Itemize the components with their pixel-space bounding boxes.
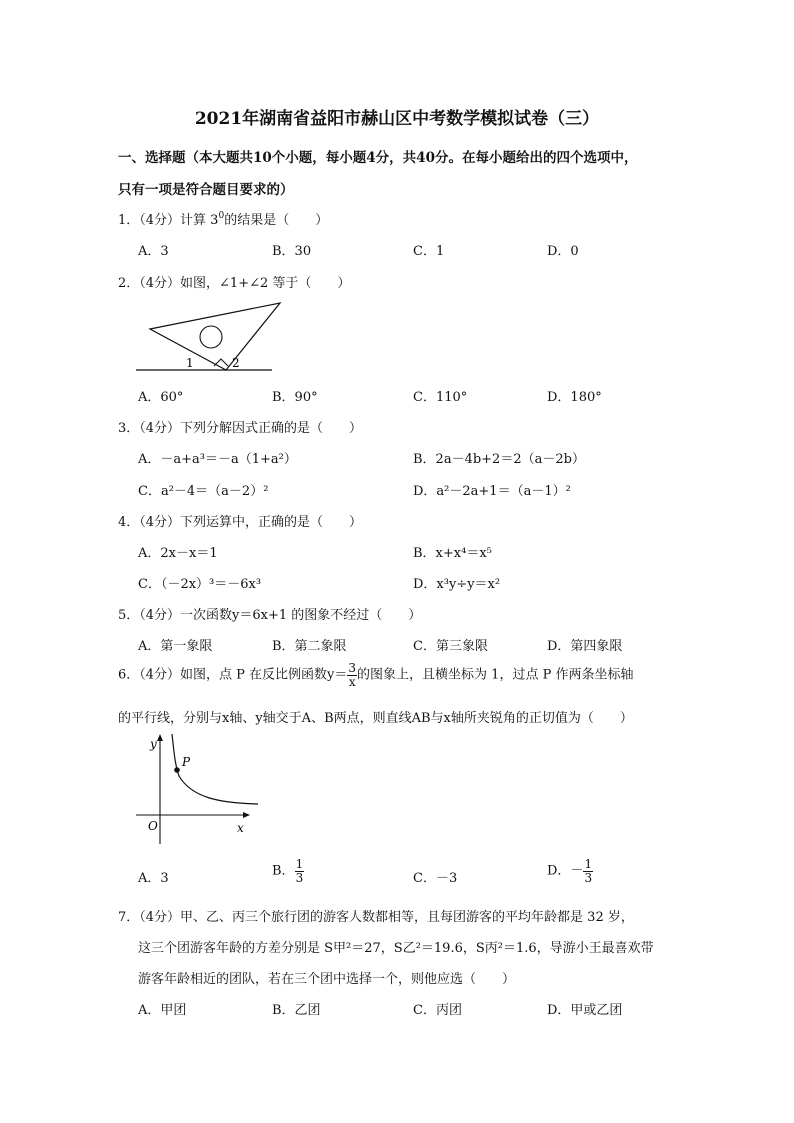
q6-p-label: P	[182, 755, 191, 769]
q7-option-d[interactable]: D．甲或乙团	[547, 1003, 623, 1018]
question-3-stem: 3．（4分）下列分解因式正确的是（ ）	[118, 421, 363, 436]
q7-option-c[interactable]: C．丙团	[413, 1003, 462, 1018]
q6-graph-figure	[134, 732, 274, 847]
q6-option-d[interactable]: D．－ $\frac{1}{3}$	[547, 857, 593, 885]
question-7-line3: 游客年龄相近的团队，若在三个团中选择一个，则他应选（ ）	[138, 972, 516, 987]
page-title: 2021年湖南省益阳市赫山区中考数学模拟试卷（三）	[194, 109, 600, 129]
q7-option-a[interactable]: A．甲团	[138, 1003, 187, 1018]
q3-option-a[interactable]: A．－a+a³＝－a（1+a²）	[138, 452, 297, 467]
q1-option-d[interactable]: D．0	[547, 244, 579, 259]
question-7-line1: 7．（4分）甲、乙、丙三个旅行团的游客人数都相等，且每团游客的平均年龄都是 32 岁，	[118, 910, 634, 925]
q1-option-b[interactable]: B．30	[272, 244, 312, 259]
question-5-stem: 5．（4分）一次函数y＝6x+1 的图象不经过（ ）	[118, 608, 422, 623]
q6-origin-label: O	[148, 819, 158, 833]
q4-option-c[interactable]: C．（－2x）³＝－6x³	[138, 577, 262, 592]
section-heading-line2: 只有一项是符合题目要求的）	[118, 182, 294, 198]
q2-triangle	[150, 303, 280, 370]
question-7-line2: 这三个团游客年龄的方差分别是 S甲²＝27，S乙²＝19.6，S丙²＝1.6，导游小王最喜欢带	[138, 941, 654, 956]
q6-hyperbola-curve	[172, 734, 258, 804]
q6-option-a[interactable]: A．3	[138, 871, 169, 886]
q4-option-a[interactable]: A．2x－x＝1	[138, 546, 218, 561]
q5-option-a[interactable]: A．第一象限	[138, 639, 213, 654]
section-heading-line1: 一、选择题（本大题共10个小题，每小题4分，共40分。在每小题给出的四个选项中，	[118, 150, 638, 166]
q2-angle-2-label: 2	[232, 356, 240, 370]
q6-y-label: y	[150, 737, 157, 751]
q3-option-b[interactable]: B．2a－4b+2＝2（a－2b）	[413, 452, 585, 467]
q3-option-d[interactable]: D．a²－2a+1＝（a－1）²	[413, 484, 571, 499]
q2-option-c[interactable]: C．110°	[413, 390, 468, 405]
q1-option-a[interactable]: A．3	[138, 244, 169, 259]
q2-triangle-figure	[130, 295, 290, 380]
q5-option-b[interactable]: B．第二象限	[272, 639, 347, 654]
q3-option-c[interactable]: C．a²－4＝（a－2）²	[138, 484, 269, 499]
q5-option-d[interactable]: D．第四象限	[547, 639, 623, 654]
q6-x-axis-arrow	[243, 812, 250, 818]
q1-option-c[interactable]: C．1	[413, 244, 445, 259]
q6-option-c[interactable]: C．－3	[413, 871, 458, 886]
q2-circle	[200, 326, 222, 348]
q2-option-d[interactable]: D．180°	[547, 390, 602, 405]
question-1-stem: 1．（4分）计算 $3^0$的结果是（ ）	[118, 211, 329, 228]
q6-point-p	[174, 767, 180, 773]
q2-option-a[interactable]: A．60°	[138, 390, 184, 405]
q6-stem-fraction: $\frac{3}{x}$	[348, 661, 357, 689]
q7-option-b[interactable]: B．乙团	[272, 1003, 321, 1018]
q6-y-axis-arrow	[157, 734, 163, 741]
question-4-stem: 4．（4分）下列运算中，正确的是（ ）	[118, 515, 363, 530]
q4-option-d[interactable]: D．x³y÷y＝x²	[413, 577, 501, 592]
question-6-stem-line1: 6．（4分）如图，点 P 在反比例函数y＝ $\frac{3}{x}$ 的图象上，且横坐标为 1，过点 P 作两条坐标轴	[118, 661, 634, 689]
question-6-stem-line2: 的平行线，分别与x轴、y轴交于A、B两点，则直线AB与x轴所夹锐角的正切值为（ ）	[118, 711, 633, 726]
q2-option-b[interactable]: B．90°	[272, 390, 318, 405]
q6-option-b[interactable]: B． $\frac{1}{3}$	[272, 857, 304, 885]
q2-angle-1-label: 1	[186, 356, 194, 370]
q6-x-label: x	[237, 821, 244, 835]
q5-option-c[interactable]: C．第三象限	[413, 639, 488, 654]
q4-option-b[interactable]: B．x+x⁴＝x⁵	[413, 546, 492, 561]
question-2-stem: 2．（4分）如图，∠1+∠2 等于（ ）	[118, 276, 351, 291]
